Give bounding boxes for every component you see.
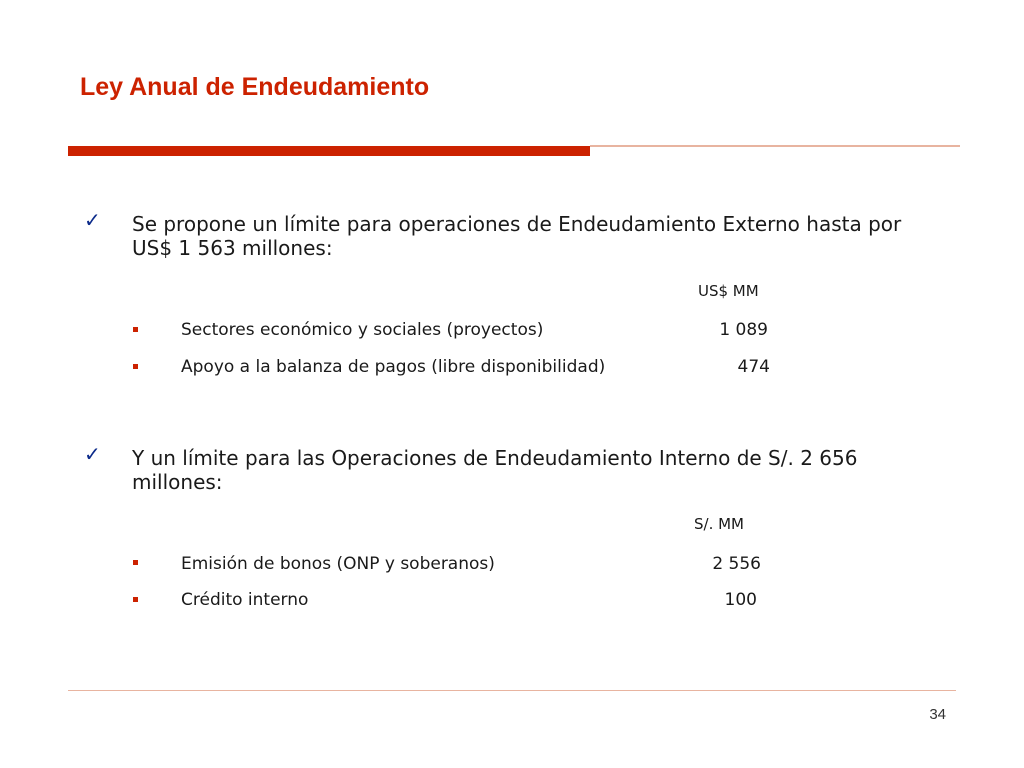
external-row-2-value: 474: [737, 357, 770, 377]
internal-debt-paragraph: Y un límite para las Operaciones de Endeudamiento Interno de S/. 2 656 millones:: [132, 446, 858, 494]
external-row-2-label: Apoyo a la balanza de pagos (libre disponibilidad): [181, 357, 606, 377]
external-unit-label: US$ MM: [698, 282, 759, 300]
checkmark-icon: ✓: [84, 208, 101, 232]
square-bullet-icon: [133, 560, 138, 565]
page-number: 34: [929, 706, 946, 723]
square-bullet-icon: [133, 597, 138, 602]
external-row-1-label: Sectores económico y sociales (proyectos): [181, 320, 544, 340]
external-debt-paragraph: Se propone un límite para operaciones de Endeudamiento Externo hasta por US$ 1 563 millones:: [132, 212, 902, 260]
square-bullet-icon: [133, 364, 138, 369]
title-underline-thick: [68, 146, 590, 156]
internal-row-2-value: 100: [724, 590, 757, 610]
square-bullet-icon: [133, 327, 138, 332]
internal-row-1-value: 2 556: [712, 554, 761, 574]
internal-unit-label: S/. MM: [694, 515, 744, 533]
external-row-1-value: 1 089: [719, 320, 768, 340]
slide-title: Ley Anual de Endeudamiento: [80, 73, 430, 101]
internal-row-2-label: Crédito interno: [181, 590, 309, 610]
internal-row-1-label: Emisión de bonos (ONP y soberanos): [181, 554, 495, 574]
checkmark-icon: ✓: [84, 442, 101, 466]
title-underline-thin: [590, 145, 960, 147]
footer-divider: [68, 690, 956, 691]
